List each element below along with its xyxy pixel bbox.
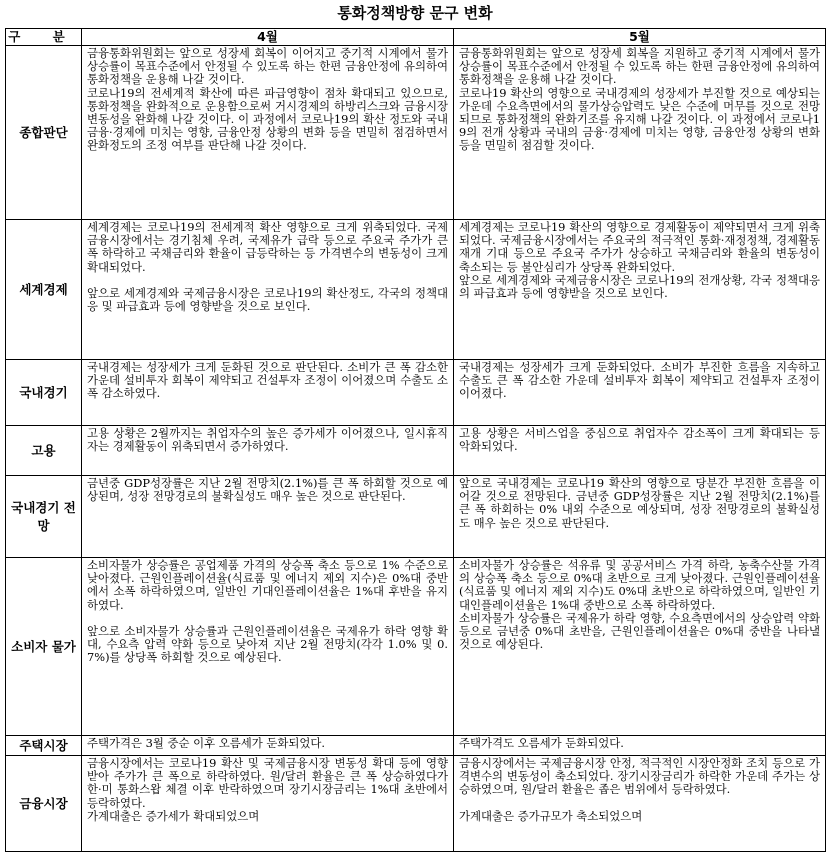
cell-may <box>454 736 826 756</box>
cell-paragraph: 앞으로 세계경제와 국제금융시장은 코로나19의 전개상황, 각국 정책대응의 파급효과 등에 영향받을 것으로 보인다. <box>459 272 820 301</box>
cell-paragraph: 소비자물가 상승률은 석유류 및 공공서비스 가격 하락, 농축수산물 가격의 상승폭 축소 등으로 0%대 초반으로 크게 낮아졌다. 근원인플레이션율(식료품 및 에너지 제외 지수)도 0%대 초반으로 하락하였으며, 일반인 기대인플레이션율은 1%대 중반으로 소폭 하락하였다. <box>459 558 820 612</box>
comparison-table <box>5 28 826 852</box>
cell-paragraph: 소비자물가 상승률은 국제유가 하락 영향, 수요측면에서의 상승압력 약화 등으로 금년중 0%대 초반을, 근원인플레이션율은 0%대 중반을 나타낼 것으로 예상된다. <box>459 610 820 652</box>
cell-paragraph: 금융시장에서는 국제금융시장 안정, 적극적인 시장안정화 조치 등으로 가격변수의 변동성이 축소되었다. 장기시장금리가 하락한 가운데 주가는 상승하였으며, 원/달러 환율은 좁은 범위에서 등락하였다. <box>459 756 820 797</box>
row-label: 국내경기 <box>6 360 82 426</box>
cell-paragraph: 고용 상황은 2월까지는 취업자수의 높은 증가세가 이어졌으나, 일시휴직자는 경제활동이 위축되면서 증가하였다. <box>87 426 448 454</box>
cell-paragraph: 고용 상황은 서비스업을 중심으로 취업자수 감소폭이 크게 확대되는 등 악화되었다. <box>459 426 820 454</box>
cell-paragraph: 세계경제는 코로나19 확산의 영향으로 경제활동이 제약되면서 크게 위축되었다. 국제금융시장에서는 주요국의 적극적인 통화·재정정책, 경제활동 재개 기대 등으로 주요국 주가가 상승하고 국채금리와 환율의 변동성이 축소되는 등 불안심리가 상당폭 완화되었다. <box>459 220 820 274</box>
cell-april <box>82 220 454 360</box>
header-may: 5월 <box>454 29 826 46</box>
cell-paragraph: 앞으로 소비자물가 상승률과 근원인플레이션율은 국제유가 하락 영향 확대, 수요측 압력 약화 등으로 낮아져 지난 2월 전망치(각각 1.0% 및 0.7%)를 상당폭 하회할 것으로 예상된다. <box>87 623 448 665</box>
row-label: 고용 <box>6 426 82 476</box>
table-header-row <box>6 29 826 46</box>
table-row <box>6 756 826 852</box>
cell-paragraph: 국내경제는 성장세가 크게 둔화된 것으로 판단된다. 소비가 큰 폭 감소한 가운데 설비투자 회복이 제약되고 건설투자 조정이 이어졌으며 수출도 소폭 감소하였다. <box>87 360 448 401</box>
cell-april <box>82 736 454 756</box>
cell-may <box>454 558 826 736</box>
cell-april <box>82 426 454 476</box>
cell-may <box>454 476 826 558</box>
cell-paragraph: 코로나19 확산의 영향으로 국내경제의 성장세가 부진할 것으로 예상되는 가운데 수요측면에서의 물가상승압력도 낮은 수준에 머무를 것으로 전망되므로 통화정책의 완화기조를 유지해 나갈 것이다. 이 과정에서 코로나19의 전개 상황과 국내의 금융·경제에 미치는 영향, 금융안정 상황의 변화 등을 면밀히 점검할 것이다. <box>459 85 820 153</box>
cell-april <box>82 558 454 736</box>
cell-may <box>454 46 826 220</box>
paragraph-gap <box>87 274 448 287</box>
cell-paragraph: 금융통화위원회는 앞으로 성장세 회복을 지원하고 중기적 시계에서 물가상승률이 목표수준에서 안정될 수 있도록 하는 한편 금융안정에 유의하여 통화정책을 운용해 나갈 것이다. <box>459 46 820 87</box>
cell-paragraph: 주택가격은 3월 중순 이후 오름세가 둔화되었다. <box>87 736 326 750</box>
header-section: 구 분 <box>6 29 82 46</box>
cell-paragraph: 가계대출은 증가규모가 축소되었으며 <box>459 808 643 823</box>
row-label: 금융시장 <box>6 756 82 852</box>
paragraph-gap <box>87 612 448 625</box>
cell-may <box>454 220 826 360</box>
page-title: 통화정책방향 문구 변화 <box>337 4 493 22</box>
row-label: 주택시장 <box>6 736 82 756</box>
table-row <box>6 360 826 426</box>
cell-may <box>454 360 826 426</box>
row-label: 종합판단 <box>6 46 82 220</box>
table-body <box>6 46 826 852</box>
table-row <box>6 736 826 756</box>
cell-paragraph: 앞으로 국내경제는 코로나19 확산의 영향으로 당분간 부진한 흐름을 이어갈 것으로 전망된다. 금년중 GDP성장률은 지난 2월 전망치(2.1%)를 큰 폭 하회하는 0% 내외 수준으로 예상되며, 성장 전망경로의 불확실성도 매우 높은 것으로 판단된다. <box>459 476 820 530</box>
table-row <box>6 558 826 736</box>
cell-paragraph: 국내경제는 성장세가 크게 둔화되었다. 소비가 부진한 흐름을 지속하고 수출도 큰 폭 감소한 가운데 설비투자 회복이 제약되고 건설투자 조정이 이어졌다. <box>459 360 820 401</box>
row-label: 소비자 물가 <box>6 558 82 736</box>
table-row <box>6 46 826 220</box>
header-april: 4월 <box>82 29 454 46</box>
cell-paragraph: 세계경제는 코로나19의 전세계적 확산 영향으로 크게 위축되었다. 국제금융시장에서는 경기침체 우려, 국제유가 급락 등으로 주요국 주가가 큰 폭 하락하고 국채금리와 환율이 급등락하는 등 가격변수의 변동성이 크게 확대되었다. <box>87 220 448 274</box>
table-row <box>6 220 826 360</box>
cell-paragraph: 금년중 GDP성장률은 지난 2월 전망치(2.1%)를 큰 폭 하회할 것으로 예상된며, 성장 전망경로의 불확실성도 매우 높은 것으로 판단된다. <box>87 476 448 504</box>
cell-paragraph: 가계대출은 증가세가 확대되었으며 <box>87 808 260 823</box>
cell-may <box>454 426 826 476</box>
row-label: 국내경기 전망 <box>6 476 82 558</box>
cell-april <box>82 360 454 426</box>
table-row <box>6 476 826 558</box>
cell-april <box>82 476 454 558</box>
cell-paragraph: 앞으로 세계경제와 국제금융시장은 코로나19의 확산정도, 각국의 정책대응 및 파급효과 등에 영향받을 것으로 보인다. <box>87 285 448 314</box>
paragraph-gap <box>459 797 820 810</box>
cell-may <box>454 756 826 852</box>
cell-paragraph: 소비자물가 상승률은 공업제품 가격의 상승폭 축소 등으로 1% 수준으로 낮아졌다. 근원인플레이션율(식료품 및 에너지 제외 지수)은 0%대 중반에서 소폭 하락하였으며, 일반인 기대인플레이션율은 1%대 후반을 유지하였다. <box>87 558 448 612</box>
table-row <box>6 426 826 476</box>
cell-april <box>82 756 454 852</box>
cell-paragraph: 주택가격도 오름세가 둔화되었다. <box>459 736 624 750</box>
cell-paragraph: 코로나19의 전세계적 확산에 따른 파급영향이 점차 확대되고 있으므로, 통화정책을 완화적으로 운용함으로써 거시경제의 하방리스크와 금융시장 변동성을 완화해 나갈 것이다. 이 과정에서 코로나19의 확산 정도와 국내 금융·경제에 미치는 영향, 금융안정 상황의 변화 등을 면밀히 점검하면서 완화정도의 조정 여부를 판단해 나갈 것이다. <box>87 85 448 153</box>
cell-paragraph: 금융통화위원회는 앞으로 성장세 회복이 이어지고 중기적 시계에서 물가상승률이 목표수준에서 안정될 수 있도록 하는 한편 금융안정에 유의하여 통화정책을 운용해 나갈 것이다. <box>87 46 448 87</box>
cell-paragraph: 금융시장에서는 코로나19 확산 및 국제금융시장 변동성 확대 등에 영향받아 주가가 큰 폭으로 하락하였다. 원/달러 환율은 큰 폭 상승하였다가 한·미 통화스왑 체결 이후 반락하였으며 장기시장금리는 1%대 초반에서 등락하였다. <box>87 756 448 810</box>
cell-april <box>82 46 454 220</box>
row-label: 세계경제 <box>6 220 82 360</box>
